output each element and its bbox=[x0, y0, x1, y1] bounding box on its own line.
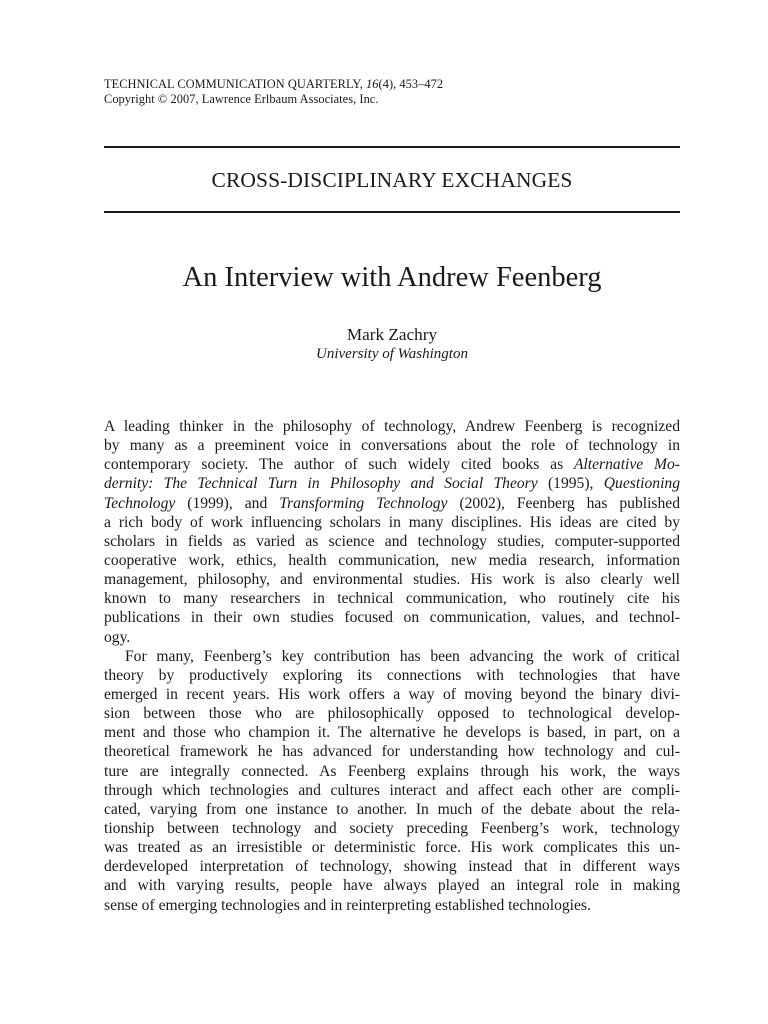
text-line bbox=[104, 876, 680, 895]
text-line bbox=[104, 857, 680, 876]
text-line bbox=[104, 762, 680, 781]
section-title: CROSS-DISCIPLINARY EXCHANGES bbox=[211, 168, 573, 192]
text-segment: management, philosophy, and environmental studies. His work is also clearly well bbox=[104, 571, 680, 589]
text-line bbox=[104, 436, 680, 455]
paragraph bbox=[104, 647, 680, 915]
article-title: An Interview with Andrew Feenberg bbox=[182, 262, 602, 293]
text-segment: cated, varying from one instance to another. In much of the debate about the rela- bbox=[104, 800, 680, 818]
text-line bbox=[104, 628, 680, 647]
text-line bbox=[104, 417, 680, 436]
text-line bbox=[104, 742, 680, 761]
text-segment: publications in their own studies focused on communication, values, and technol- bbox=[104, 609, 680, 627]
text-segment: by many as a preeminent voice in conversations about the role of technology in bbox=[104, 437, 680, 455]
text-line bbox=[104, 704, 680, 723]
article-body bbox=[104, 417, 680, 915]
text-segment: sion between those who are philosophically opposed to technological develop- bbox=[104, 705, 680, 723]
journal-issue-pages: (4), 453–472 bbox=[378, 77, 444, 91]
text-line bbox=[104, 551, 680, 570]
text-line bbox=[104, 513, 680, 532]
journal-citation bbox=[104, 77, 443, 92]
journal-volume: 16 bbox=[366, 77, 379, 91]
italic-title: dernity: The Technical Turn in Philosophy and Social Theory bbox=[104, 475, 538, 493]
author-name: Mark Zachry bbox=[346, 325, 438, 344]
text-line bbox=[104, 781, 680, 800]
text-line bbox=[104, 570, 680, 589]
journal-name: TECHNICAL COMMUNICATION QUARTERLY, bbox=[104, 77, 367, 91]
journal-header bbox=[104, 77, 443, 106]
text-segment: A leading thinker in the philosophy of technology, Andrew Feenberg is recognized bbox=[104, 418, 680, 435]
text-line bbox=[104, 685, 680, 704]
italic-title: Questioning bbox=[603, 475, 680, 493]
text-segment: ment and those who champion it. The alternative he develops is based, in part, on a bbox=[104, 724, 680, 742]
text-line bbox=[104, 838, 680, 857]
text-segment: (1995), bbox=[537, 475, 604, 493]
text-segment: ogy. bbox=[104, 628, 131, 646]
text-segment: was treated as an irresistible or deterministic force. His work complicates this un- bbox=[104, 839, 680, 857]
section-divider-bottom bbox=[104, 211, 680, 213]
paragraph bbox=[104, 417, 680, 647]
text-line bbox=[104, 608, 680, 627]
text-line bbox=[104, 532, 680, 551]
text-segment: For many, Feenberg’s key contribution has been advancing the work of critical bbox=[125, 647, 680, 665]
text-segment: emerged in recent years. His work offers a way of moving beyond the binary divi- bbox=[104, 685, 680, 703]
text-line bbox=[104, 474, 680, 493]
text-segment: scholars in fields as varied as science and technology studies, computer-supported bbox=[104, 532, 680, 550]
section-divider-top bbox=[104, 146, 680, 148]
text-segment: derdeveloped interpretation of technology, showing instead that in different ways bbox=[104, 858, 680, 876]
italic-title: Transforming Technology bbox=[279, 494, 448, 512]
text-line bbox=[104, 455, 680, 474]
text-segment: contemporary society. The author of such widely cited books as bbox=[104, 456, 574, 474]
text-segment: theory by productively exploring its connections with technologies that have bbox=[104, 666, 680, 684]
text-line bbox=[104, 666, 680, 685]
text-segment: theoretical framework he has advanced for understanding how technology and cul- bbox=[104, 743, 680, 761]
text-segment: and with varying results, people have always played an integral role in making bbox=[104, 877, 680, 895]
text-segment: ture are integrally connected. As Feenberg explains through his work, the ways bbox=[104, 762, 680, 780]
text-line bbox=[104, 896, 680, 915]
text-segment: (2002), Feenberg has published bbox=[447, 494, 680, 512]
text-line bbox=[104, 819, 680, 838]
text-line bbox=[104, 723, 680, 742]
text-segment: through which technologies and cultures interact and affect each other are compli- bbox=[104, 781, 680, 799]
text-segment: (1999), and bbox=[175, 494, 280, 512]
text-segment: known to many researchers in technical communication, who routinely cite his bbox=[104, 590, 680, 608]
text-segment: cooperative work, ethics, health communication, new media research, information bbox=[104, 551, 680, 569]
text-line bbox=[104, 589, 680, 608]
text-line bbox=[104, 800, 680, 819]
italic-title: Alternative Mo- bbox=[573, 456, 680, 474]
text-segment: sense of emerging technologies and in reinterpreting established technologies. bbox=[104, 896, 591, 914]
italic-title: Technology bbox=[104, 494, 176, 512]
text-line bbox=[104, 647, 680, 666]
text-line bbox=[104, 494, 680, 513]
text-segment: a rich body of work influencing scholars in many disciplines. His ideas are cited by bbox=[104, 513, 680, 531]
copyright-line: Copyright © 2007, Lawrence Erlbaum Associates, Inc. bbox=[104, 91, 379, 106]
text-segment: tionship between technology and society preceding Feenberg’s work, technology bbox=[104, 819, 680, 837]
author-affiliation: University of Washington bbox=[316, 346, 468, 362]
